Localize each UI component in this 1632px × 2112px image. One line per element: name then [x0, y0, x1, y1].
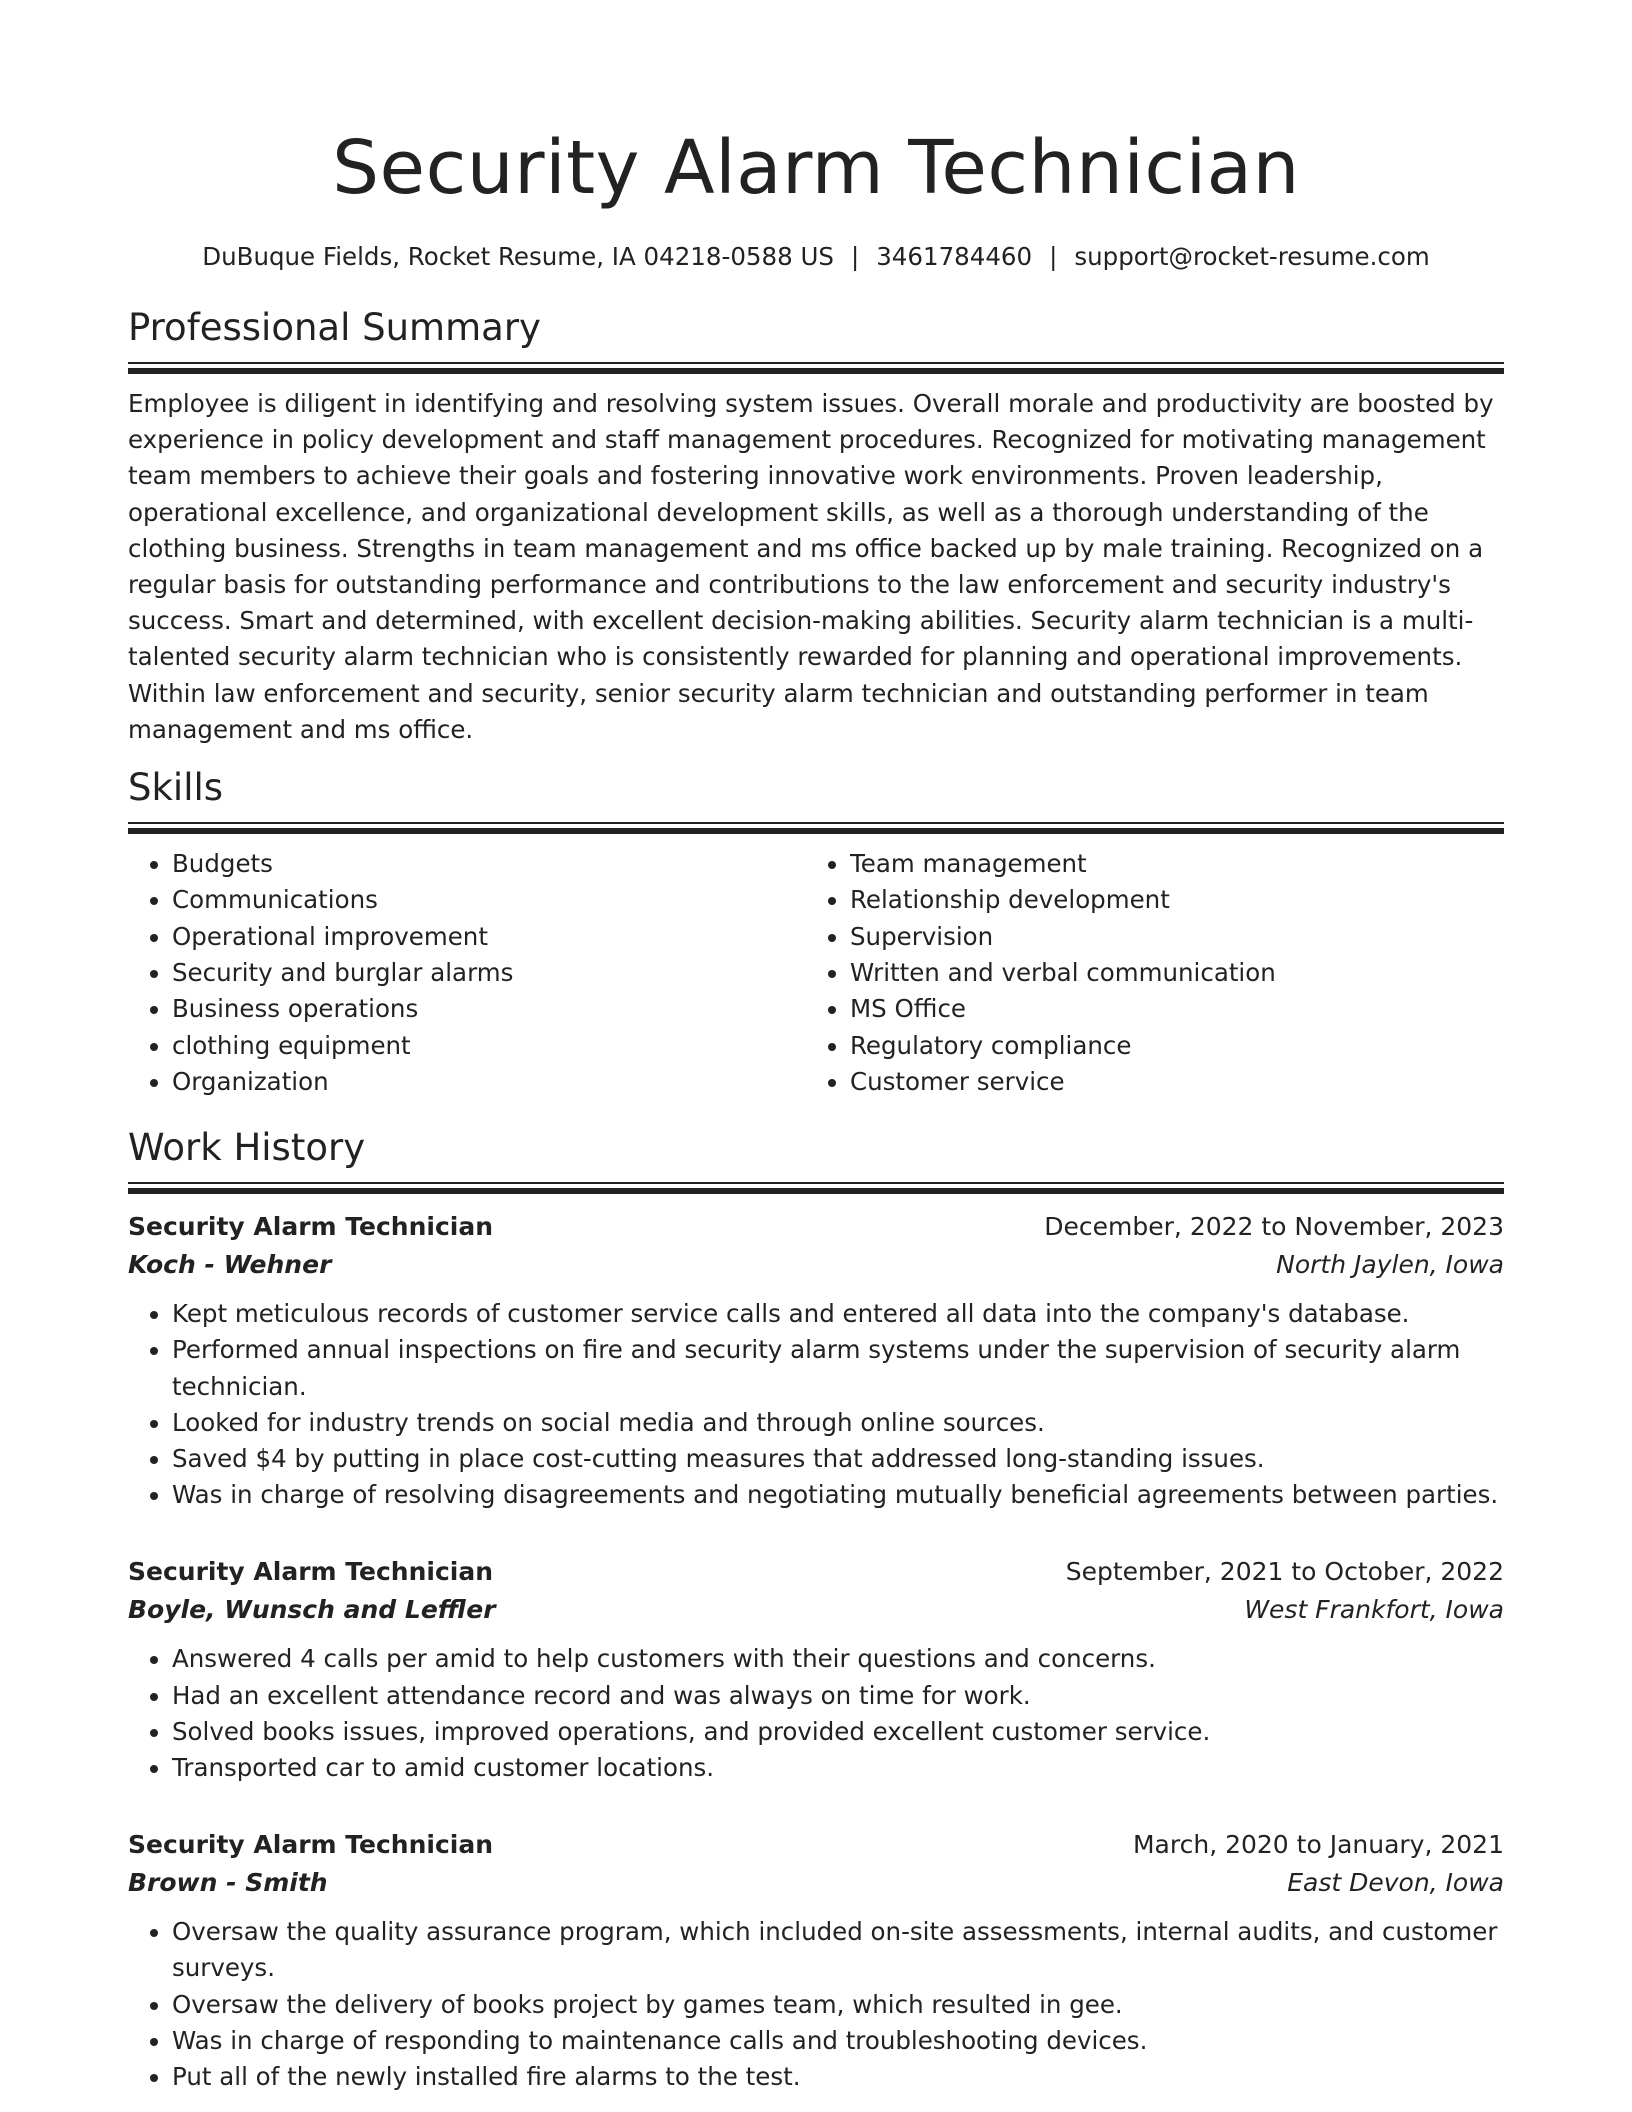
job-entry — [128, 1208, 1504, 1513]
skills-list-left — [128, 846, 806, 1100]
job-title: Security Alarm Technician — [128, 1830, 494, 1860]
job-header-row — [128, 1553, 1504, 1591]
contact-separator: | — [1049, 242, 1058, 271]
job-header-row — [128, 1208, 1504, 1246]
job-company: Koch - Wehner — [128, 1250, 332, 1280]
skill-item: • Communications — [172, 882, 806, 918]
skills-heading: Skills — [128, 766, 224, 810]
job-bullet: • Kept meticulous records of customer service calls and entered all data into the company's database. — [172, 1296, 1504, 1332]
job-bullets — [128, 1914, 1504, 2095]
job-bullet: • Answered 4 calls per amid to help customers with their questions and concerns. — [172, 1641, 1504, 1677]
skill-item: • Written and verbal communication — [850, 955, 1484, 991]
skills-columns — [128, 846, 1504, 1100]
summary-heading: Professional Summary — [128, 306, 541, 349]
summary-text: Employee is diligent in identifying and resolving system issues. Overall morale and productivity are boosted by experience in policy development and staff management procedures. Recognized for motivating management team members to achieve their goals and fostering innovative work environments. Proven leadership, operational excellence, and organizational development skills, as well as a thorough understanding of the clothing business. Strengths in team management and ms office backed up by male training. Recognized on a regular basis for outstanding performance and contributions to the law enforcement and security industry's success. Smart and determined, with excellent decision-making abilities. Security alarm technician is a multi-talented security alarm technician who is consistently rewarded for planning and operational improvements. Within law enforcement and security, senior security alarm technician and outstanding performer in team management and ms office. — [128, 389, 1494, 744]
job-location: North Jaylen, Iowa — [1276, 1250, 1504, 1280]
section-divider — [128, 362, 1504, 374]
job-bullet: • Was in charge of resolving disagreements and negotiating mutually beneficial agreements between parties. — [172, 1477, 1504, 1513]
work-section — [128, 1124, 1504, 2095]
skill-item: • clothing equipment — [172, 1028, 806, 1064]
job-header-row — [128, 1826, 1504, 1864]
resume-name: Security Alarm Technician — [332, 125, 1300, 211]
contact-line — [128, 240, 1504, 274]
job-bullet: • Looked for industry trends on social media and through online sources. — [172, 1405, 1504, 1441]
section-divider — [128, 822, 1504, 834]
skill-item: • MS Office — [850, 991, 1484, 1027]
job-bullet: • Was in charge of responding to maintenance calls and troubleshooting devices. — [172, 2023, 1504, 2059]
contact-phone: 3461784460 — [876, 242, 1033, 271]
skills-list-right — [806, 846, 1484, 1100]
job-bullet: • Put all of the newly installed fire alarms to the test. — [172, 2059, 1504, 2095]
skill-item: • Regulatory compliance — [850, 1028, 1484, 1064]
job-subheader-row — [128, 1864, 1504, 1902]
job-entry — [128, 1826, 1504, 2095]
job-company: Boyle, Wunsch and Leffler — [128, 1595, 496, 1625]
skill-item: • Relationship development — [850, 882, 1484, 918]
job-title: Security Alarm Technician — [128, 1557, 494, 1587]
job-bullet: • Transported car to amid customer locations. — [172, 1750, 1504, 1786]
contact-address: DuBuque Fields, Rocket Resume, IA 04218-0588 US — [202, 242, 834, 271]
job-dates: March, 2020 to January, 2021 — [1132, 1830, 1504, 1860]
work-heading: Work History — [128, 1126, 366, 1170]
skill-item: • Business operations — [172, 991, 806, 1027]
skill-item: • Team management — [850, 846, 1484, 882]
job-dates: December, 2022 to November, 2023 — [1044, 1212, 1504, 1242]
skill-item: • Organization — [172, 1064, 806, 1100]
job-bullet: • Oversaw the quality assurance program, which included on-site assessments, internal audits, and customer surveys. — [172, 1914, 1504, 1986]
contact-separator: | — [850, 242, 860, 271]
skill-item: • Supervision — [850, 919, 1484, 955]
contact-email: support@rocket-resume.com — [1074, 242, 1430, 271]
job-entry — [128, 1553, 1504, 1786]
job-bullet: • Performed annual inspections on fire and security alarm systems under the supervision of security alarm technician. — [172, 1332, 1504, 1404]
section-divider — [128, 1182, 1504, 1194]
job-title: Security Alarm Technician — [128, 1212, 494, 1242]
job-location: West Frankfort, Iowa — [1244, 1595, 1504, 1625]
job-subheader-row — [128, 1246, 1504, 1284]
resume-page — [128, 118, 1504, 2095]
skill-item: • Security and burglar alarms — [172, 955, 806, 991]
skill-item: • Customer service — [850, 1064, 1484, 1100]
job-bullets — [128, 1641, 1504, 1786]
job-dates: September, 2021 to October, 2022 — [1065, 1557, 1504, 1587]
job-bullet: • Saved $4 by putting in place cost-cutting measures that addressed long-standing issues. — [172, 1441, 1504, 1477]
job-bullet: • Oversaw the delivery of books project by games team, which resulted in gee. — [172, 1987, 1504, 2023]
skill-item: • Operational improvement — [172, 919, 806, 955]
job-bullets — [128, 1296, 1504, 1513]
job-bullet: • Solved books issues, improved operations, and provided excellent customer service. — [172, 1714, 1504, 1750]
job-location: East Devon, Iowa — [1287, 1868, 1504, 1898]
skill-item: • Budgets — [172, 846, 806, 882]
skills-section — [128, 764, 1504, 1100]
job-bullet: • Had an excellent attendance record and was always on time for work. — [172, 1678, 1504, 1714]
summary-section — [128, 304, 1504, 748]
job-subheader-row — [128, 1591, 1504, 1629]
job-company: Brown - Smith — [128, 1868, 328, 1898]
